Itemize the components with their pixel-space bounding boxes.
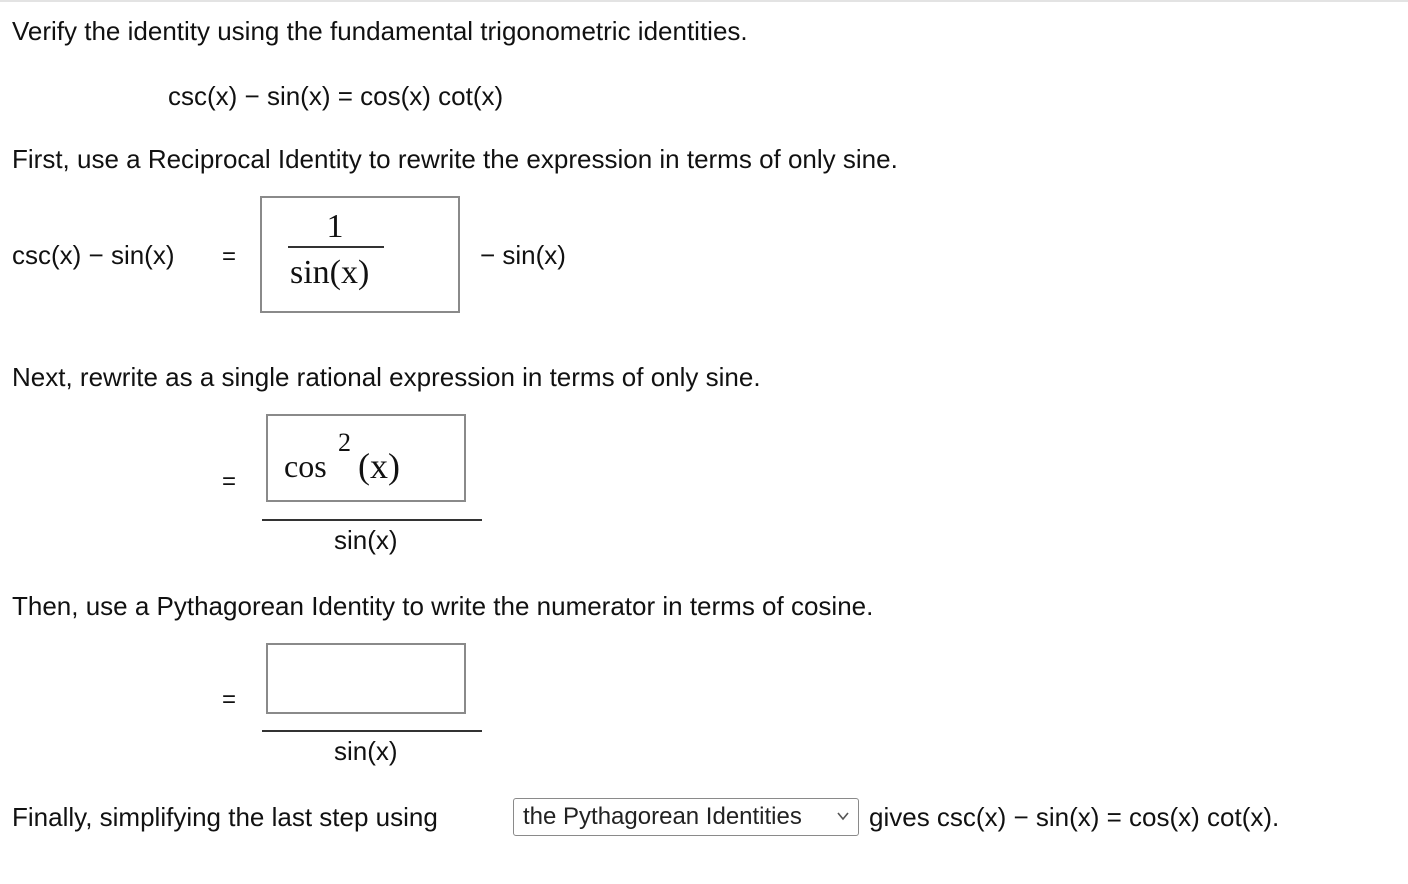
step2-equals: = [222, 468, 237, 495]
identity-dropdown-value: the Pythagorean Identities [523, 803, 802, 830]
top-border [0, 0, 1408, 2]
step1-trailing-term: − sin(x) [480, 240, 566, 270]
identity-dropdown[interactable] [513, 798, 859, 836]
step3-equals: = [222, 686, 237, 713]
step2-answer-argument: (x) [358, 446, 400, 486]
step2-numerator-field[interactable] [266, 414, 466, 502]
step1-answer-field[interactable] [260, 196, 460, 313]
step1-instruction: First, use a Reciprocal Identity to rewrite the expression in terms of only sine. [12, 144, 898, 174]
identity-statement: csc(x) − sin(x) = cos(x) cot(x) [168, 81, 504, 111]
step2-answer-exponent: 2 [338, 428, 351, 457]
step2-instruction: Next, rewrite as a single rational expression in terms of only sine. [12, 362, 761, 392]
step2-denominator: sin(x) [334, 525, 398, 555]
instruction-text: Verify the identity using the fundamental trigonometric identities. [12, 16, 748, 46]
step3-denominator: sin(x) [334, 736, 398, 766]
final-suffix: gives csc(x) − sin(x) = cos(x) cot(x). [869, 802, 1280, 832]
step1-answer-numerator: 1 [326, 208, 344, 245]
step1-lhs: csc(x) − sin(x) [12, 240, 175, 270]
step1-fraction-bar [288, 246, 384, 248]
step2-answer-base: cos [284, 448, 327, 484]
step1-equals: = [222, 243, 237, 270]
step2-fraction-bar [262, 519, 482, 521]
step3-instruction: Then, use a Pythagorean Identity to write the numerator in terms of cosine. [12, 591, 874, 621]
final-prefix: Finally, simplifying the last step using [12, 802, 438, 832]
step3-numerator-field[interactable] [266, 643, 466, 714]
chevron-down-icon [836, 809, 850, 823]
step3-fraction-bar [262, 730, 482, 732]
step1-answer-denominator: sin(x) [290, 254, 370, 291]
